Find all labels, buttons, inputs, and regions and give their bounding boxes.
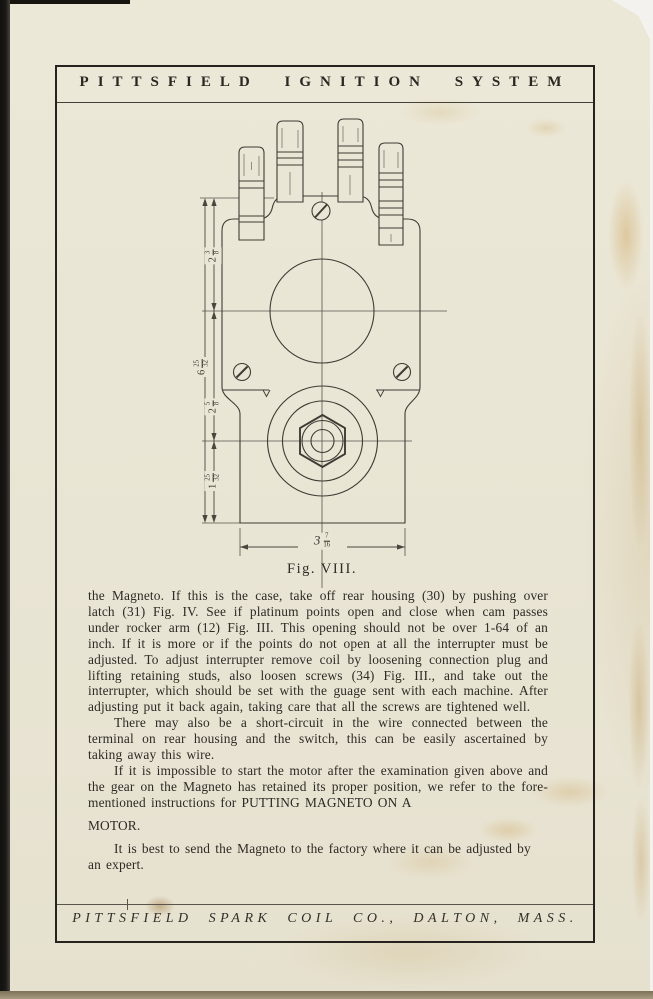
body-text [88,588,548,872]
rule-cross-ornament-icon [122,899,133,910]
dimension-arrowheads [202,198,405,550]
paragraph: It is best to send the Magneto to the factory where it can be adjusted by an expert. [88,840,531,872]
dimension-label-overall-height: 6 25 32 [194,357,211,377]
paragraph: There may also be a short-circuit in the wire connected between the terminal on rear housing and the switch, this can be easily ascertained by taking away this wire. [88,715,548,763]
terminal-post-2 [277,121,303,202]
paragraph: MOTOR. [88,817,141,833]
terminal-post-3 [338,119,363,202]
dimension-label-mid-segment: 2 5 8 [205,399,222,416]
dimension-label-width: 3 $\frac{7}{16}$ [313,532,331,549]
terminal-posts [239,119,403,245]
terminal-post-1 [239,147,264,240]
dimension-label-bottom-segment: 1 25 32 [205,471,222,491]
footer-rule [57,904,593,905]
paragraph: the Magneto. If this is the case, take off rear housing (30) by pushing over latch (31) Fig. IV. See if platinum points open and close when cam passes under rocker arm (12) Fig. III. This opening should not be over 1-64 of an inch. If it is more or if the points do not open at all the interrupter must be adjusted. To adjust interrupter remove coil by loosening connection plug and lifting retaining studs, also loosen screws (34) Fig. III., and take out the interrupter, which should be set with the guage sent with each machine. After adjusting put it back again, taking care that all the screws are tightened well. [88,588,548,715]
dimension-label-top-segment: 2 3 8 [205,248,222,265]
figure-caption: Fig. VIII. [287,561,357,577]
page-footer-imprint: PITTSFIELD SPARK COIL CO., DALTON, MASS. [72,911,578,926]
paragraph: If it is impossible to start the motor after the examination given above and the gear on the Magneto has retained its proper position, we refer to the fore-mentioned instructions for PUTTING MAGNETO ON A [88,762,548,810]
page-header-title: PITTSFIELD IGNITION SYSTEM [79,74,571,90]
terminal-post-4 [379,143,403,245]
